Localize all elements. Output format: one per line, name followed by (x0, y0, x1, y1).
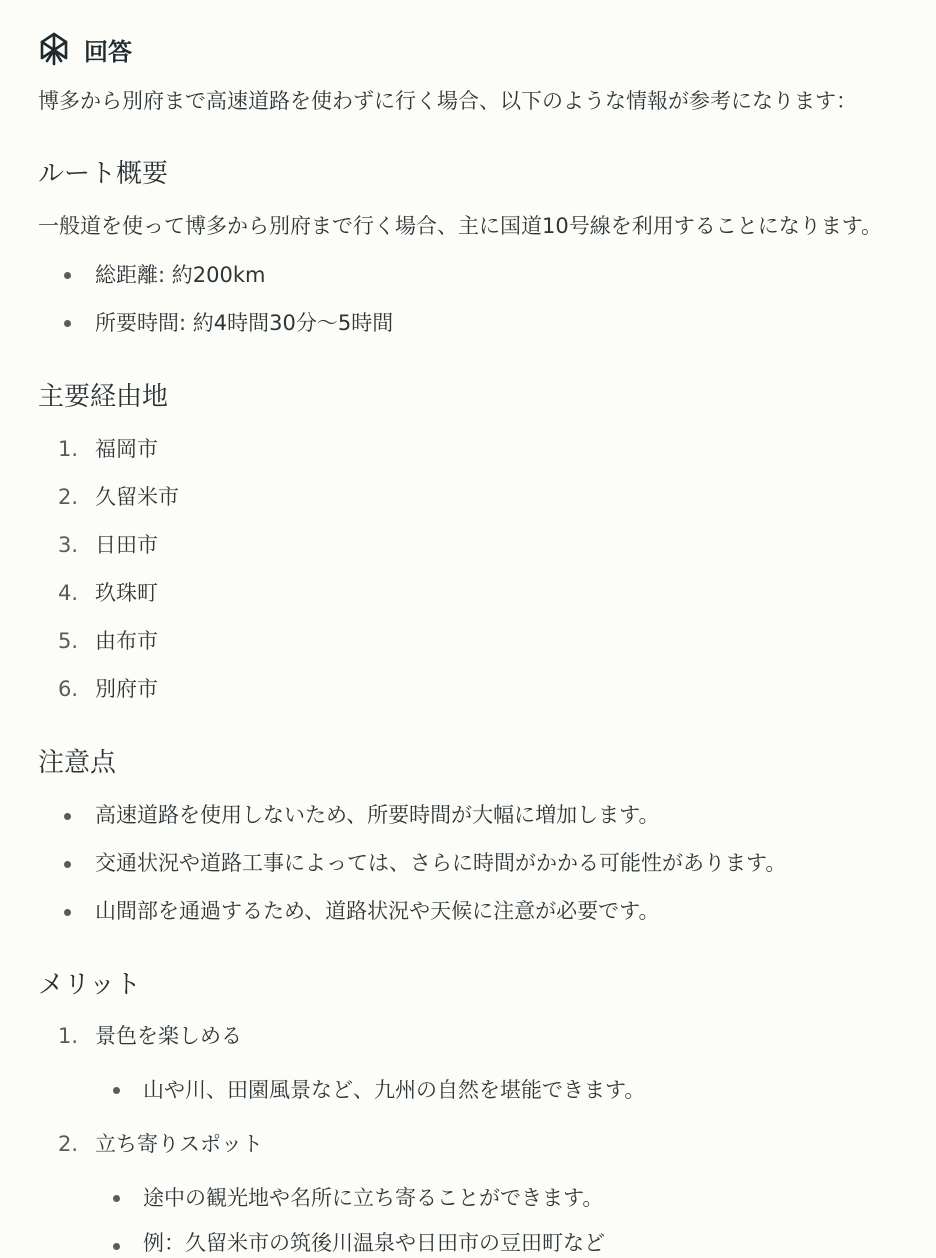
bullet-dot (113, 1195, 120, 1202)
list-item-waypoint: 由布市 (95, 629, 158, 653)
bullet-dot (64, 909, 71, 916)
list-number: 4. (57, 581, 78, 605)
heading-waypoints: 主要経由地 (38, 382, 169, 412)
heading-route-overview: ルート概要 (38, 159, 169, 189)
heading-merits: メリット (38, 970, 141, 1000)
list-item-caution: 高速道路を使用しないため、所要時間が大幅に増加します。 (95, 803, 660, 827)
bullet-dot (64, 813, 71, 820)
bullet-dot (64, 861, 71, 868)
list-item-waypoint: 福岡市 (95, 437, 158, 461)
list-item-waypoint: 別府市 (95, 677, 158, 701)
route-overview-paragraph: 一般道を使って博多から別府まで行く場合、主に国道10号線を利用することになります。 (38, 214, 883, 238)
perplexity-logo-icon (38, 32, 70, 66)
list-item-merit: 景色を楽しめる (95, 1024, 242, 1048)
list-number: 2. (57, 485, 78, 509)
list-number: 1. (57, 437, 78, 461)
bullet-dot (64, 320, 71, 327)
list-number: 3. (57, 533, 78, 557)
list-number: 2. (57, 1132, 78, 1156)
list-subitem-merit: 途中の観光地や名所に立ち寄ることができます。 (143, 1186, 604, 1210)
list-item-waypoint: 日田市 (95, 533, 158, 557)
list-item-travel-time: 所要時間: 約4時間30分〜5時間 (95, 311, 394, 335)
list-item-caution: 山間部を通過するため、道路状況や天候に注意が必要です。 (95, 899, 660, 923)
list-item-total-distance: 総距離: 約200km (95, 263, 266, 287)
list-item-waypoint: 玖珠町 (95, 581, 158, 605)
list-item-merit: 立ち寄りスポット (95, 1132, 263, 1156)
answer-header (38, 30, 132, 68)
bullet-dot (113, 1087, 120, 1094)
heading-cautions: 注意点 (38, 748, 117, 778)
list-subitem-merit: 山や川、田園風景など、九州の自然を堪能できます。 (143, 1078, 646, 1102)
bullet-dot (113, 1243, 120, 1250)
answer-title: 回答 (84, 37, 132, 66)
list-number: 6. (57, 677, 78, 701)
bullet-dot (64, 272, 71, 279)
list-number: 5. (57, 629, 78, 653)
list-subitem-merit: 例：久留米市の筑後川温泉や日田市の豆田町など (143, 1231, 605, 1255)
list-item-caution: 交通状況や道路工事によっては、さらに時間がかかる可能性があります。 (95, 851, 787, 875)
list-number: 1. (57, 1024, 78, 1048)
list-item-waypoint: 久留米市 (95, 485, 179, 509)
intro-text: 博多から別府まで高速道路を使わずに行く場合、以下のような情報が参考になります： (38, 89, 857, 113)
